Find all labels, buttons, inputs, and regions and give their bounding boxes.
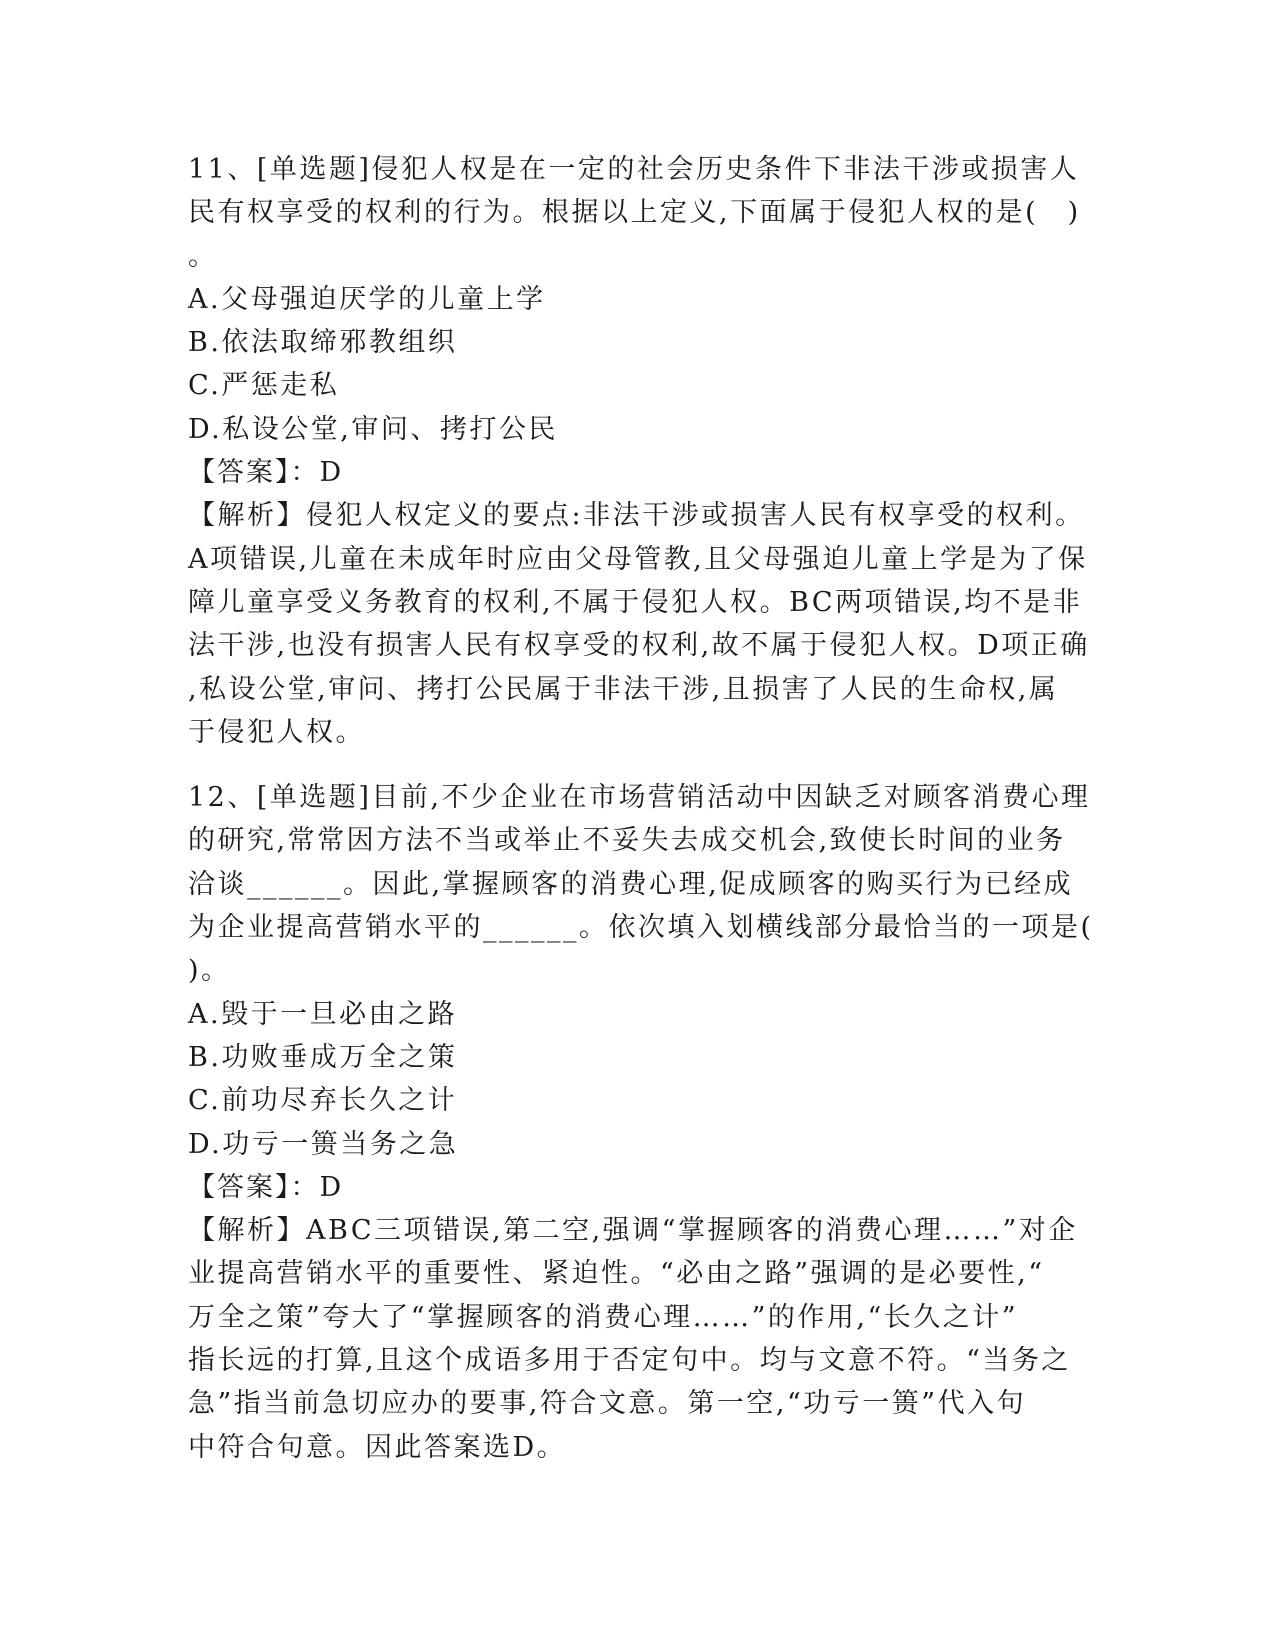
question-12 [188,776,1094,1469]
analysis-line: 万全之策”夸大了“掌握顾客的消费心理……”的作用,“长久之计” [188,1301,1019,1333]
option-a: A.毁于一旦必由之路 [188,998,458,1030]
analysis-line: 【解析】侵犯人权定义的要点:非法干涉或损害人民有权享受的权利。 [188,500,1085,532]
question-stem-line: 的研究,常常因方法不当或举止不妥失去成交机会,致使长时间的业务 [188,825,1066,857]
analysis-line: A项错误,儿童在未成年时应由父母管教,且父母强迫儿童上学是为了保 [188,543,1088,575]
document-page [188,148,1094,1469]
question-stem-line: 民有权享受的权利的行为。根据以上定义,下面属于侵犯人权的是( ) [188,197,1081,229]
answer-line: 【答案】：D [188,457,344,489]
analysis-line: ,私设公堂,审问、拷打公民属于非法干涉,且损害了人民的生命权,属 [188,673,1059,705]
option-b: B.功败垂成万全之策 [188,1041,458,1073]
analysis-line: 中符合句意。因此答案选D。 [188,1431,567,1463]
question-stem-line: 。 [188,240,218,272]
analysis-line: 于侵犯人权。 [188,716,365,748]
question-stem-line: 11、[单选题]侵犯人权是在一定的社会历史条件下非法干涉或损害人 [188,154,1080,185]
analysis-line: 业提高营销水平的重要性、紧迫性。“必由之路”强调的是必要性,“ [188,1258,1045,1290]
question-stem-line: )。 [188,955,231,987]
question-stem-line: 12、[单选题]目前,不少企业在市场营销活动中因缺乏对顾客消费心理 [188,782,1091,814]
analysis-line: 法干涉,也没有损害人民有权享受的权利,故不属于侵犯人权。D项正确 [188,630,1090,662]
option-c: C.严惩走私 [188,370,340,402]
option-c: C.前功尽弃长久之计 [188,1085,458,1117]
option-d: D.私设公堂,审问、拷打公民 [188,413,558,445]
option-d: D.功亏一篑当务之急 [188,1128,459,1160]
option-a: A.父母强迫厌学的儿童上学 [188,283,546,315]
analysis-line: 障儿童享受义务教育的权利,不属于侵犯人权。BC两项错误,均不是非 [188,586,1083,618]
answer-line: 【答案】：D [188,1171,344,1203]
question-11 [188,148,1088,754]
option-b: B.依法取缔邪教组织 [188,327,458,359]
analysis-line: 指长远的打算,且这个成语多用于否定句中。均与文意不符。“当务之 [188,1345,1071,1377]
question-stem-line: 洽谈______。因此,掌握顾客的消费心理,促成顾客的购买行为已经成 [188,868,1074,900]
question-stem-line: 为企业提高营销水平的______。依次填入划横线部分最恰当的一项是( [188,912,1094,944]
analysis-line: 急”指当前急切应办的要事,符合文意。第一空,“功亏一篑”代入句 [188,1388,1027,1420]
analysis-line: 【解析】ABC三项错误,第二空,强调“掌握顾客的消费心理……”对企 [188,1215,1078,1247]
